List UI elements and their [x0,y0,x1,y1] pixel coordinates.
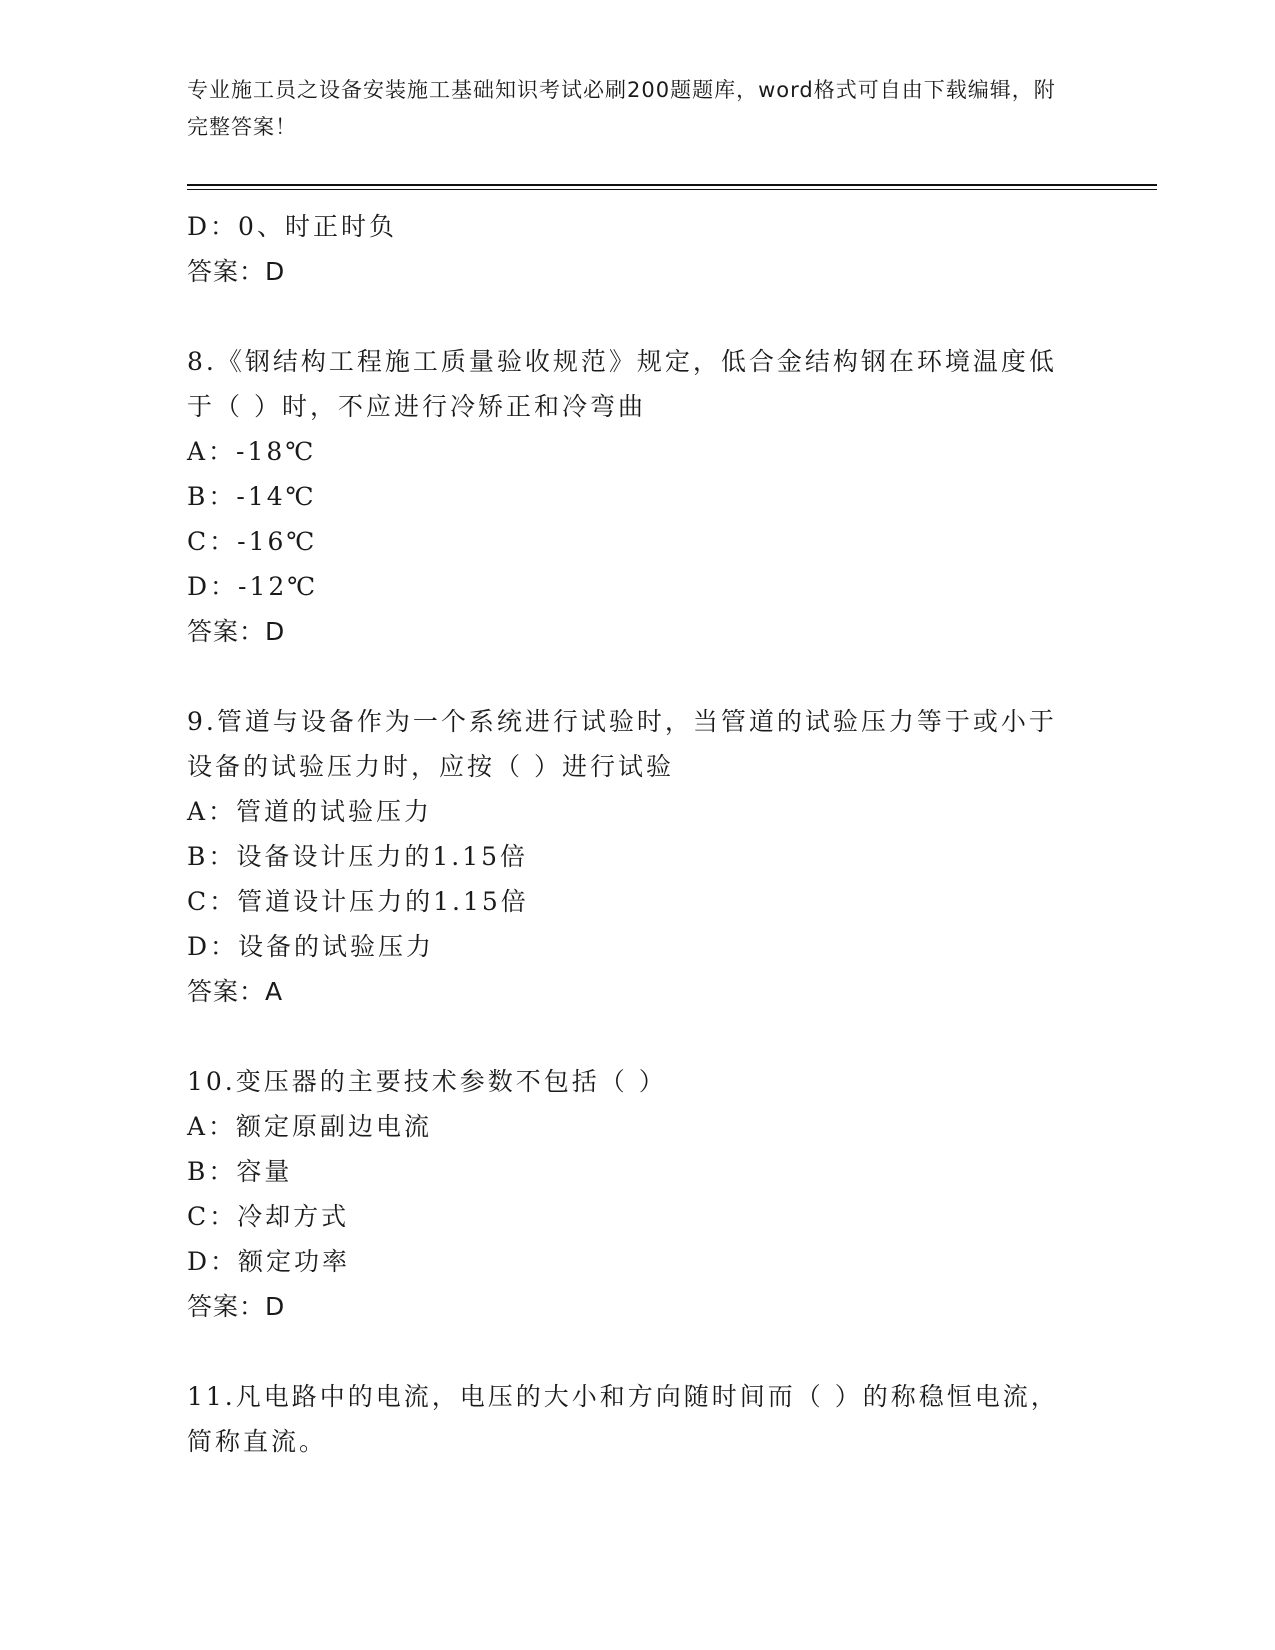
answer-line: 答案：D [187,617,286,646]
option-d: D：0、时正时负 [187,212,397,241]
question-stem: 10.变压器的主要技术参数不包括（ ） [187,1067,667,1096]
document-header: 专业施工员之设备安装施工基础知识考试必刷200题题库，word格式可自由下载编辑，附完整答案！ [187,78,1056,139]
option-b: B：-14℃ [187,482,317,511]
option-a: A：管道的试验压力 [187,797,433,826]
option-c: C：冷却方式 [187,1202,350,1231]
question-stem: 8.《钢结构工程施工质量验收规范》规定，低合金结构钢在环境温度低于（ ）时，不应进行冷矫正和冷弯曲 [187,347,1057,421]
question-9 [187,699,1157,1014]
document-page [187,72,1157,1464]
answer-line: 答案：A [187,977,284,1006]
question-10 [187,1059,1157,1329]
question-8 [187,339,1157,654]
option-a: A：-18℃ [187,437,317,466]
option-c: C：-16℃ [187,527,318,556]
document-body [187,204,1157,1464]
answer-line: 答案：D [187,1292,286,1321]
option-c: C：管道设计压力的1.15倍 [187,887,529,916]
option-a: A：额定原副边电流 [187,1112,433,1141]
option-d: D：-12℃ [187,572,319,601]
answer-line: 答案：D [187,257,286,286]
question-stem: 9.管道与设备作为一个系统进行试验时，当管道的试验压力等于或小于设备的试验压力时，应按（ ）进行试验 [187,707,1057,781]
header-divider [187,184,1157,190]
question-stem: 11.凡电路中的电流，电压的大小和方向随时间而（ ）的称稳恒电流，简称直流。 [187,1382,1059,1456]
previous-question-tail [187,204,1157,294]
option-b: B：设备设计压力的1.15倍 [187,842,529,871]
option-d: D：设备的试验压力 [187,932,435,961]
option-d: D：额定功率 [187,1247,351,1276]
option-b: B：容量 [187,1157,293,1186]
question-11 [187,1374,1157,1464]
